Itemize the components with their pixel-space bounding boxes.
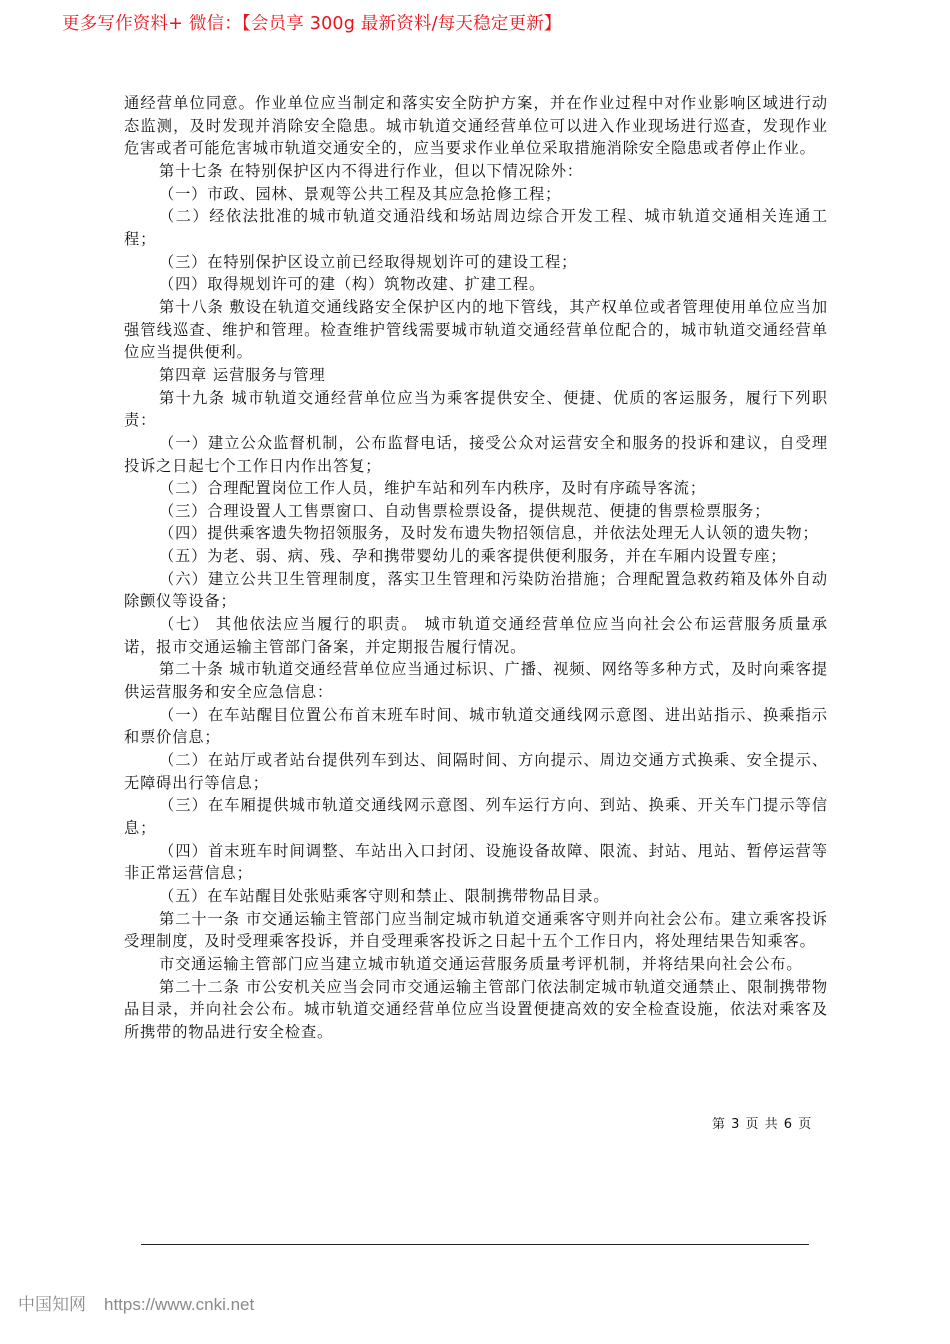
list-item: （三）合理设置人工售票窗口、自动售票检票设备，提供规范、便捷的售票检票服务； [159,501,771,520]
article-22: 第二十二条 市公安机关应当会同市交通运输主管部门依法制定城市轨道交通禁止、限制携带物品目录，并向社会公布。城市轨道交通经营单位应当设置便捷高效的安全检查设施，依法对乘客及所携带的物品进行安全检查。 [124,977,828,1041]
article-19-heading: 第十九条 城市轨道交通经营单位应当为乘客提供安全、便捷、优质的客运服务，履行下列职责： [124,388,828,430]
article-21: 第二十一条 市交通运输主管部门应当制定城市轨道交通乘客守则并向社会公布。建立乘客投诉受理制度，及时受理乘客投诉，并自受理乘客投诉之日起十五个工作日内，将处理结果告知乘客。 [124,909,828,951]
article-20-heading: 第二十条 城市轨道交通经营单位应当通过标识、广播、视频、网络等多种方式，及时向乘客提供运营服务和安全应急信息： [124,660,828,702]
list-item: （一）在车站醒目位置公布首末班车时间、城市轨道交通线网示意图、进出站指示、换乘指示和票价信息； [124,705,828,747]
list-item: （三）在特别保护区设立前已经取得规划许可的建设工程； [159,252,578,271]
list-item: （四）首末班车时间调整、车站出入口封闭、设施设备故障、限流、封站、甩站、暂停运营等非正常运营信息； [124,841,828,883]
paragraph: 通经营单位同意。作业单位应当制定和落实安全防护方案，并在作业过程中对作业影响区域进行动态监测，及时发现并消除安全隐患。城市轨道交通经营单位可以进入作业现场进行巡查，发现作业危害或者可能危害城市轨道交通安全的，应当要求作业单位采取措施消除安全隐患或者停止作业。 [124,94,828,158]
list-item: （一）建立公众监督机制，公布监督电话，接受公众对运营安全和服务的投诉和建议，自受理投诉之日起七个工作日内作出答复； [124,433,828,475]
promo-banner: 更多写作资料+ 微信：【会员享 300g 最新资料/每天稳定更新】 [62,14,562,34]
chapter-heading: 第四章 运营服务与管理 [159,365,326,384]
cnki-name: 中国知网 [18,1295,86,1314]
paragraph: 市交通运输主管部门应当建立城市轨道交通运营服务质量考评机制，并将结果向社会公布。 [159,954,803,973]
list-item: （四）提供乘客遗失物招领服务，及时发布遗失物招领信息，并依法处理无人认领的遗失物； [159,524,819,543]
list-item: （七） 其他依法应当履行的职责。 城市轨道交通经营单位应当向社会公布运营服务质量承诺，报市交通运输主管部门备案，并定期报告履行情况。 [124,615,828,656]
list-item: （二）经依法批准的城市轨道交通沿线和场站周边综合开发工程、城市轨道交通相关连通工程； [124,207,828,248]
footer-divider [141,1244,809,1245]
list-item: （二）合理配置岗位工作人员，维护车站和列车内秩序，及时有序疏导客流； [159,479,706,498]
article-18: 第十八条 敷设在轨道交通线路安全保护区内的地下管线，其产权单位或者管理使用单位应当加强管线巡查、维护和管理。检查维护管线需要城市轨道交通经营单位配合的，城市轨道交通经营单位应当提供便利。 [124,297,828,362]
list-item: （三）在车厢提供城市轨道交通线网示意图、列车运行方向、到站、换乘、开关车门提示等信息； [124,796,828,837]
list-item: （四）取得规划许可的建（构）筑物改建、扩建工程。 [159,275,546,294]
document-body [124,92,828,1044]
article-17-heading: 第十七条 在特别保护区内不得进行作业，但以下情况除外： [159,161,584,180]
list-item: （五）在车站醒目处张贴乘客守则和禁止、限制携带物品目录。 [159,886,610,905]
list-item: （六）建立公共卫生管理制度，落实卫生管理和污染防治措施；合理配置急救药箱及体外自动除颤仪等设备； [124,569,828,611]
page-number: 第 3 页 共 6 页 [712,1117,813,1132]
list-item: （一）市政、园林、景观等公共工程及其应急抢修工程； [159,184,562,203]
cnki-url[interactable]: https://www.cnki.net [104,1295,255,1314]
cnki-watermark [18,1293,254,1317]
list-item: （二）在站厅或者站台提供列车到达、间隔时间、方向提示、周边交通方式换乘、安全提示、无障碍出行等信息； [124,751,828,792]
list-item: （五）为老、弱、病、残、孕和携带婴幼儿的乘客提供便利服务，并在车厢内设置专座； [159,547,787,566]
